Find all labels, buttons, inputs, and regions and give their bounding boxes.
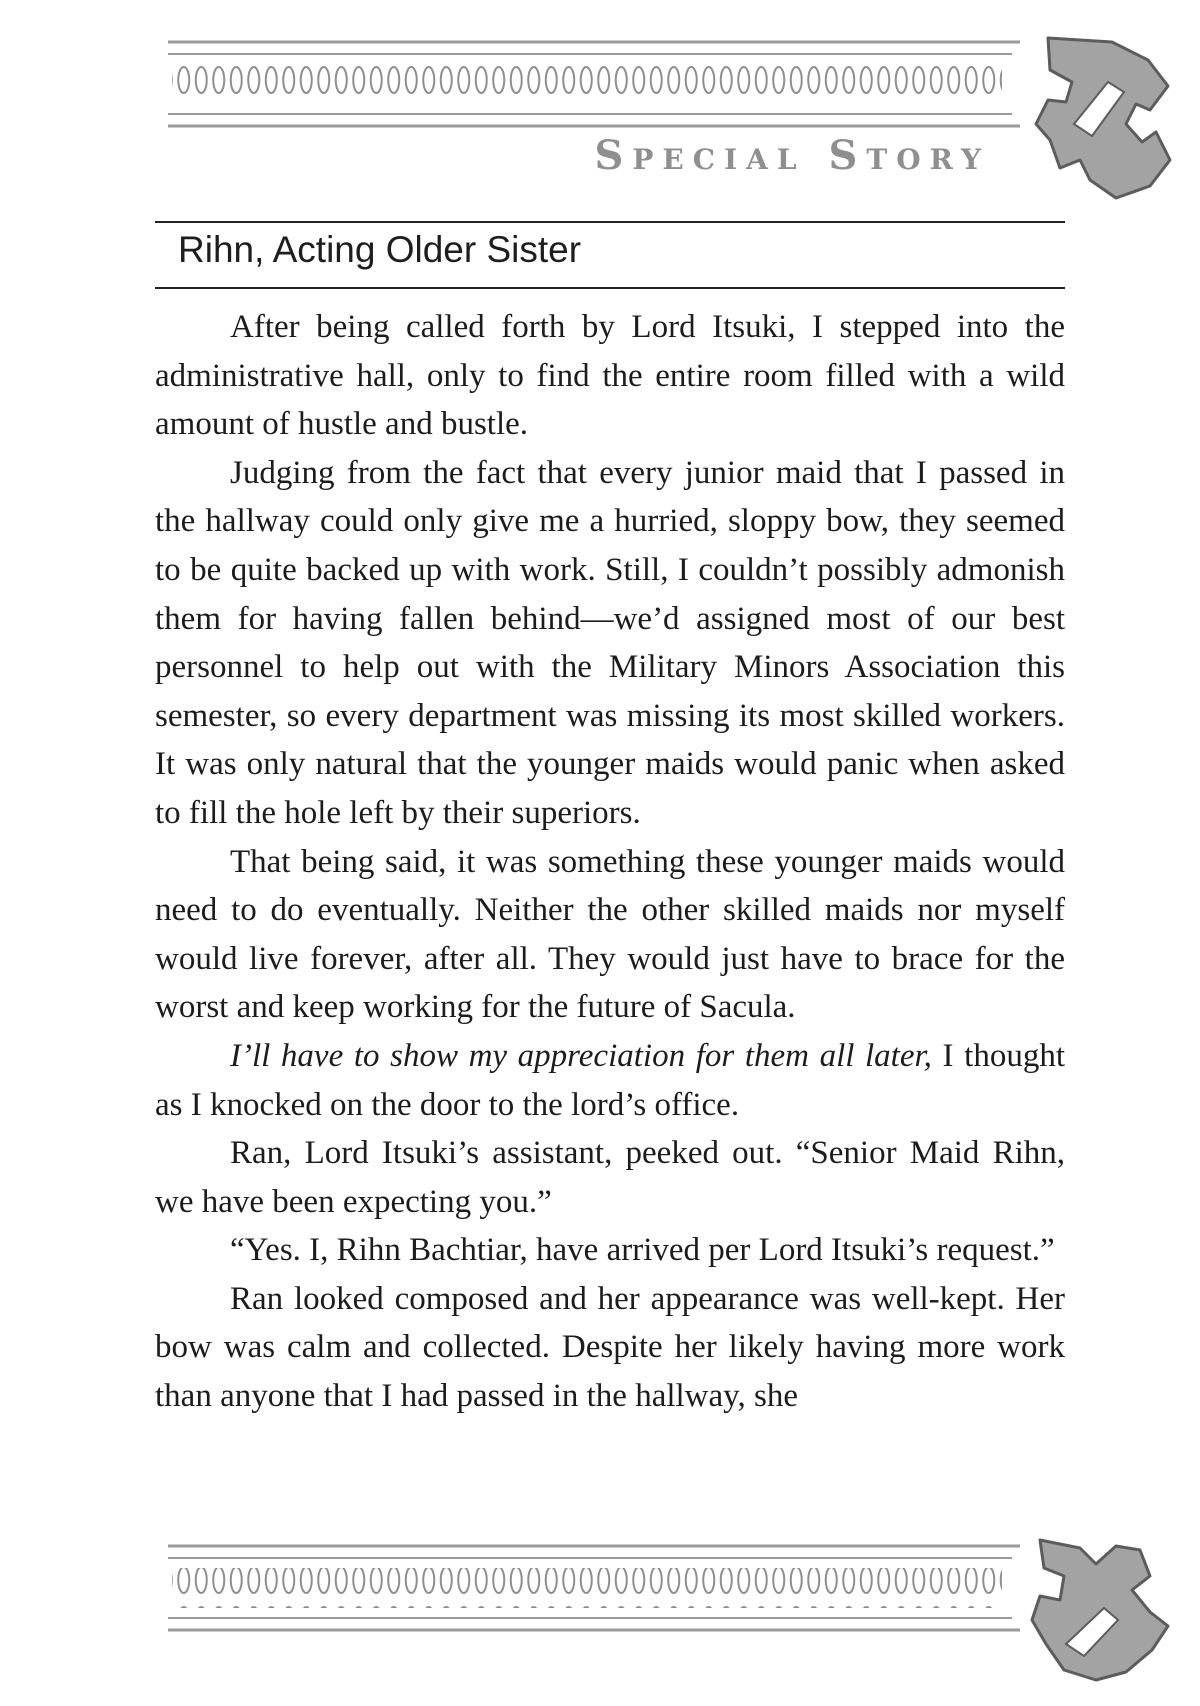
chapter-title: Rihn, Acting Older Sister bbox=[178, 229, 582, 270]
paragraph: That being said, it was something these younger maids would need to do eventually. Neither the other skilled maids nor myself would live forever, after all. They would just have to brace for the worst and keep working for the future of Sacula. bbox=[155, 843, 1065, 1026]
paragraph: After being called forth by Lord Itsuki, I stepped into the administrative hall, only to find the entire room filled with a wild amount of hustle and bustle. bbox=[155, 309, 1065, 443]
title-rule-top bbox=[155, 221, 1065, 223]
paragraph: Ran looked composed and her appearance was well-kept. Her bow was calm and collected. Despite her likely having more work than anyone that I had passed in the hallway, she bbox=[155, 1280, 1065, 1415]
paragraph: Ran, Lord Itsuki’s assistant, peeked out. “Senior Maid Rihn, we have been expecting you.” bbox=[155, 1135, 1065, 1220]
title-rule-bottom bbox=[155, 287, 1065, 289]
corner-emblem-icon bbox=[1036, 38, 1170, 198]
body-text bbox=[155, 303, 1065, 1421]
paragraph bbox=[155, 1032, 1065, 1129]
paragraph-continuation: I thought as I knocked on the door to the lord’s office. bbox=[155, 1037, 1065, 1123]
top-ornamental-border bbox=[0, 20, 1200, 220]
corner-emblem-icon bbox=[1032, 1540, 1168, 1680]
running-head: Special Story bbox=[594, 132, 990, 179]
paragraph: “Yes. I, Rihn Bachtiar, have arrived per Lord Itsuki’s request.” bbox=[230, 1232, 1055, 1269]
paragraph: Judging from the fact that every junior maid that I passed in the hallway could only give me a hurried, sloppy bow, they seemed to be quite backed up with work. Still, I couldn’t possibly admonish them for having fallen behind—we’d assigned most of our best personnel to help out with the Military Minors Association this semester, so every department was missing its most skilled workers. It was only natural that the younger maids would panic when asked to fill the hole left by their superiors. bbox=[155, 454, 1065, 831]
bottom-ornamental-border bbox=[0, 1520, 1200, 1700]
italic-thought: I’ll have to show my appreciation for them all later, bbox=[230, 1037, 932, 1074]
